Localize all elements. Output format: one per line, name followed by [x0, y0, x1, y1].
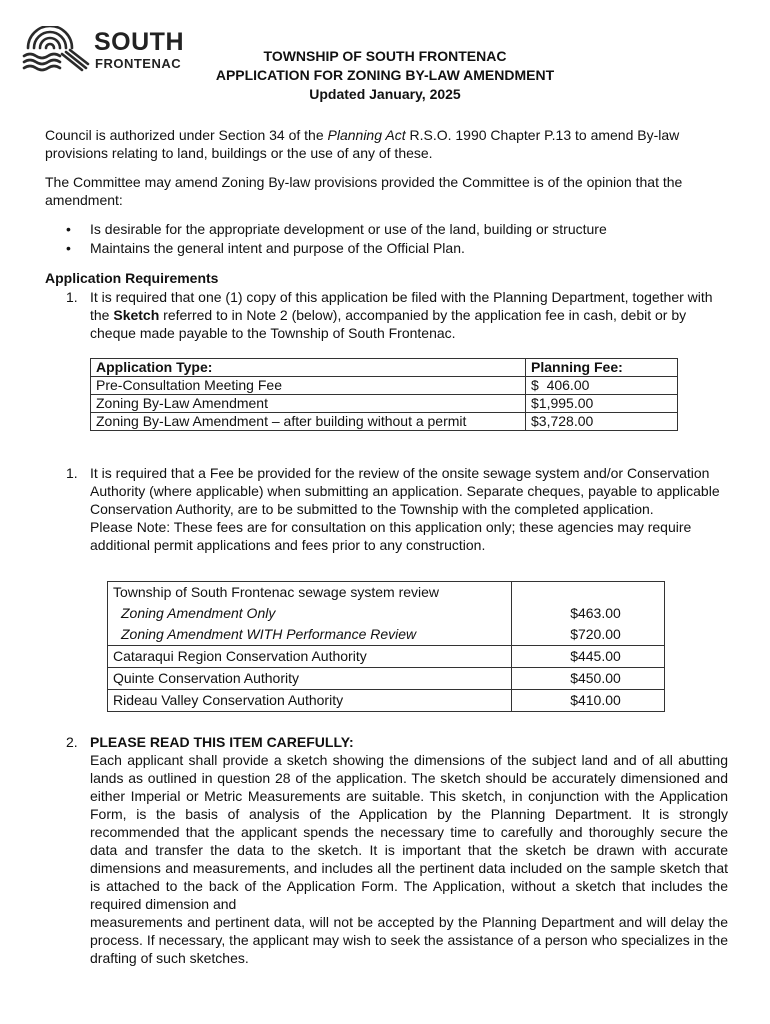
item3-heading: PLEASE READ THIS ITEM CAREFULLY:: [90, 734, 354, 750]
sewage-review-cell: [108, 582, 512, 646]
fee-amount-cell: $445.00: [512, 646, 665, 668]
intro-text-a: Council is authorized under Section 34 of the: [45, 127, 328, 143]
intro-text-b: R.S.O. 1990 Chapter P.13 to amend By-law provisions relating to land, buildings or the use of any of these.: [45, 127, 680, 161]
sewage-review-sub1: Zoning Amendment Only: [121, 605, 276, 621]
item1-text-a: It is required that one (1) copy of this application be filed with the Planning Department, together with the: [90, 289, 713, 323]
authority-cell: Cataraqui Region Conservation Authority: [108, 646, 512, 668]
table-row: [108, 690, 665, 712]
sewage-review-label: Township of South Frontenac sewage system review: [113, 584, 440, 600]
planning-act-title: Planning Act: [327, 127, 406, 143]
item-number: 1.: [66, 289, 78, 305]
document-header: [0, 47, 770, 104]
fee-amount-cell: $ 406.00: [526, 377, 678, 395]
fee-type-cell: Pre-Consultation Meeting Fee: [91, 377, 526, 395]
table-row: [91, 377, 678, 395]
table-row: [108, 646, 665, 668]
item-number: 1.: [66, 465, 78, 481]
amendment-criteria-list: [66, 220, 726, 258]
criteria-item: • Is desirable for the appropriate development or use of the land, building or structure: [66, 220, 726, 239]
authority-cell: Rideau Valley Conservation Authority: [108, 690, 512, 712]
requirements-heading: Application Requirements: [45, 270, 219, 286]
fee-amount-cell: $3,728.00: [526, 413, 678, 431]
header-township: TOWNSHIP OF SOUTH FRONTENAC: [263, 48, 507, 64]
fee-type-cell: Zoning By-Law Amendment: [91, 395, 526, 413]
header-application-type: Application Type:: [91, 359, 526, 377]
logo-text-south: SOUTH: [94, 28, 184, 56]
logo-text-frontenac: FRONTENAC: [95, 56, 182, 71]
sewage-review-sub2: Zoning Amendment WITH Performance Review: [121, 626, 417, 642]
table-row: [108, 668, 665, 690]
requirement-item-review-fee: [66, 464, 728, 554]
item-number: 2.: [66, 734, 78, 750]
item2-note: Please Note: These fees are for consultation on this application only; these agencies may require additional permit applications and fees prior to any construction.: [90, 519, 692, 553]
authority-cell: Quinte Conservation Authority: [108, 668, 512, 690]
table-header-row: [91, 359, 678, 377]
fee-amount-cell: $463.00: [570, 605, 621, 621]
item1-text-b: referred to in Note 2 (below), accompanied by the application fee in cash, debit or by cheque made payable to the Township of South Frontenac.: [90, 307, 687, 341]
header-planning-fee: Planning Fee:: [526, 359, 678, 377]
table-row: [108, 582, 665, 646]
item3-text-continued: measurements and pertinent data, will not be accepted by the Planning Department and will delay the process. If necessary, the applicant may wish to seek the assistance of a person who specializes in the drafting of such sketches.: [90, 914, 728, 966]
fee-amount-cell: $1,995.00: [526, 395, 678, 413]
review-fee-table: [107, 581, 665, 712]
table-row: [91, 413, 678, 431]
intro-paragraph-committee: The Committee may amend Zoning By-law provisions provided the Committee is of the opinion that the amendment:: [45, 174, 683, 208]
item2-text: It is required that a Fee be provided for the review of the onsite sewage system and/or Conservation Authority (where applicable) when submitting an application. Separate cheques, payable to applicable Conservation Authority, are to be submitted to the Township with the completed application.: [90, 465, 720, 517]
criteria-item: • Maintains the general intent and purpose of the Official Plan.: [66, 239, 726, 258]
intro-paragraph-authority: [45, 126, 730, 162]
planning-fee-table: [90, 358, 678, 431]
header-updated: Updated January, 2025: [309, 86, 461, 102]
item3-text: Each applicant shall provide a sketch showing the dimensions of the subject land and of all abutting lands as outlined in question 28 of the application. The sketch should be accurately dimensioned and either Imperial or Metric Measurements are suitable. This sketch, in conjunction with the Application Form, is the basis of analysis of the Application by the Planning Department. It is strongly recommended that the applicant spends the necessary time to carefully and thoroughly secure the data and transfer the data to the sketch. It is important that the sketch be drawn with accurate dimensions and measurements, and includes all the pertinent data included on the sample sketch that is attached to the back of the Application Form. The Application, without a sketch that includes the required dimension and: [90, 752, 728, 912]
item1-sketch-bold: Sketch: [113, 307, 160, 323]
fee-type-cell: Zoning By-Law Amendment – after building without a permit: [91, 413, 526, 431]
requirement-item-copy: [66, 288, 728, 342]
header-title: APPLICATION FOR ZONING BY-LAW AMENDMENT: [215, 67, 555, 83]
table-row: [91, 395, 678, 413]
fee-amount-cell: $720.00: [570, 626, 621, 642]
fee-amount-cell: $450.00: [512, 668, 665, 690]
fee-amount-cell: $410.00: [512, 690, 665, 712]
requirement-item-sketch: [66, 733, 728, 967]
sewage-review-fees: [512, 582, 665, 646]
